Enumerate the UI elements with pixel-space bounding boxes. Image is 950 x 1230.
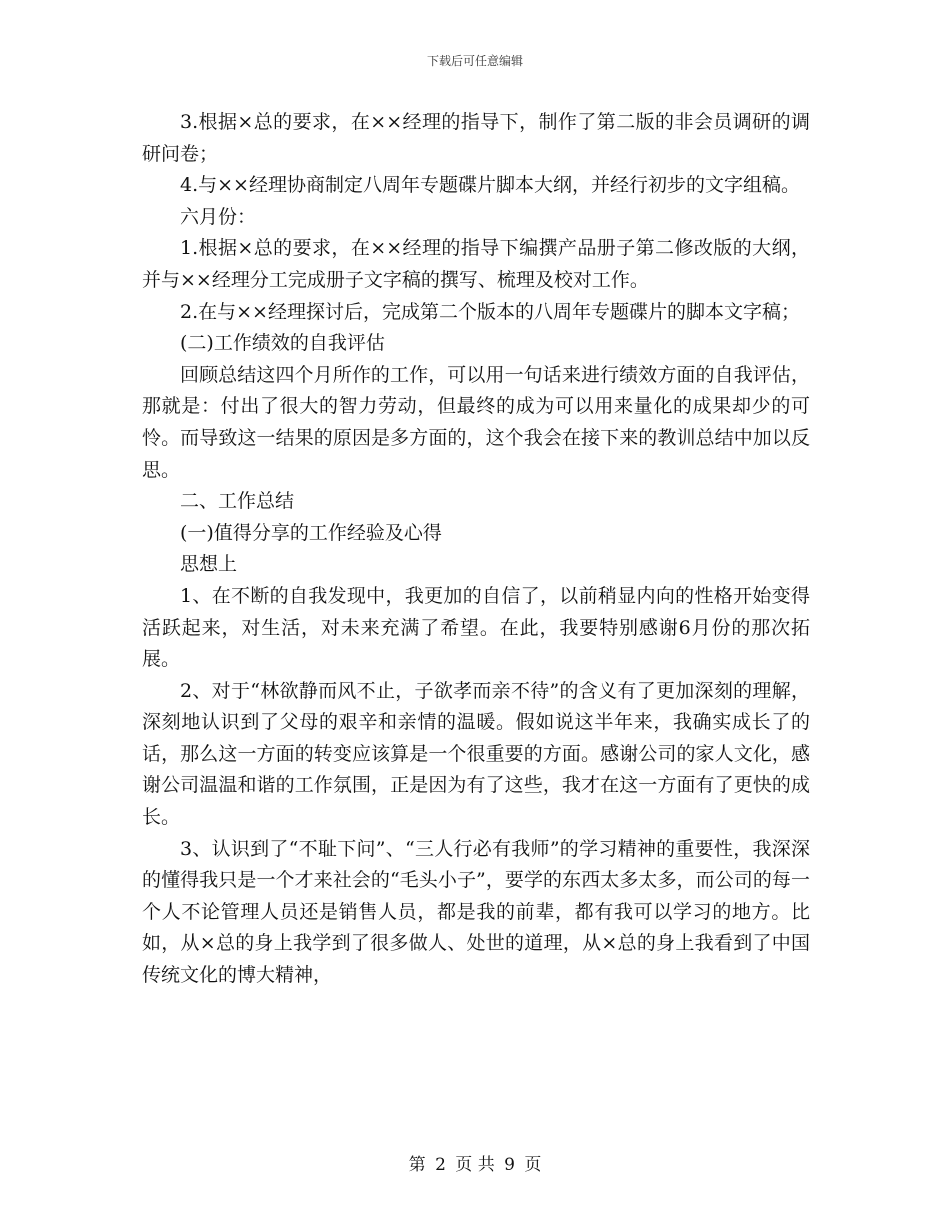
page-header: 下载后可任意编辑: [426, 54, 523, 68]
paragraph: 3、认识到了“不耻下问”、“三人行必有我师”的学习精神的重要性，我深深的懂得我只是一个才来社会的“毛头小子”，要学的东西太多太多，而公司的每一个人不论管理人员还是销售人员，都是我的前辈，都有我可以学习的地方。比如，从×总的身上我学到了很多做人、处世的道理，从×总的身上我看到了中国传统文化的博大精神，: [142, 837, 810, 987]
section-label: 六月份：: [180, 205, 257, 228]
section-label: 思想上: [180, 553, 238, 576]
page-number: 2: [435, 1155, 446, 1175]
subsection-heading: (一)值得分享的工作经验及心得: [180, 521, 442, 544]
document-body: [142, 107, 810, 992]
page-total: 9: [504, 1155, 515, 1175]
paragraph: 3.根据×总的要求，在××经理的指导下，制作了第二版的非会员调研的调研问卷；: [142, 111, 810, 165]
page-footer: [0, 1150, 950, 1175]
paragraph: 1.根据×总的要求，在××经理的指导下编撰产品册子第二修改版的大纲，并与××经理分工完成册子文字稿的撰写、梳理及校对工作。: [142, 237, 810, 291]
paragraph: 回顾总结这四个月所作的工作，可以用一句话来进行绩效方面的自我评估，那就是：付出了很大的智力劳动，但最终的成为可以用来量化的成果却少的可怜。而导致这一结果的原因是多方面的，这个我会在接下来的教训总结中加以反思。: [142, 363, 810, 481]
section-heading: 二、工作总结: [180, 490, 295, 513]
paragraph: 1、在不断的自我发现中，我更加的自信了，以前稍显内向的性格开始变得活跃起来，对生活，对未来充满了希望。在此，我要特别感谢6月份的那次拓展。: [142, 584, 810, 671]
page-mid: 页 共: [455, 1155, 495, 1175]
page-suffix: 页: [524, 1155, 542, 1175]
paragraph: 2.在与××经理探讨后，完成第二个版本的八周年专题碟片的脚本文字稿；: [180, 300, 800, 323]
paragraph: 4.与××经理协商制定八周年专题碟片脚本大纲，并经行初步的文字组稿。: [180, 174, 800, 197]
page-prefix: 第: [408, 1155, 426, 1175]
subsection-heading: (二)工作绩效的自我评估: [180, 332, 385, 355]
paragraph: 2、对于“林欲静而风不止，子欲孝而亲不待”的含义有了更加深刻的理解，深刻地认识到了父母的艰辛和亲情的温暖。假如说这半年来，我确实成长了的话，那么这一方面的转变应该算是一个很重要的方面。感谢公司的家人文化，感谢公司温温和谐的工作氛围，正是因为有了这些，我才在这一方面有了更快的成长。: [142, 679, 810, 829]
